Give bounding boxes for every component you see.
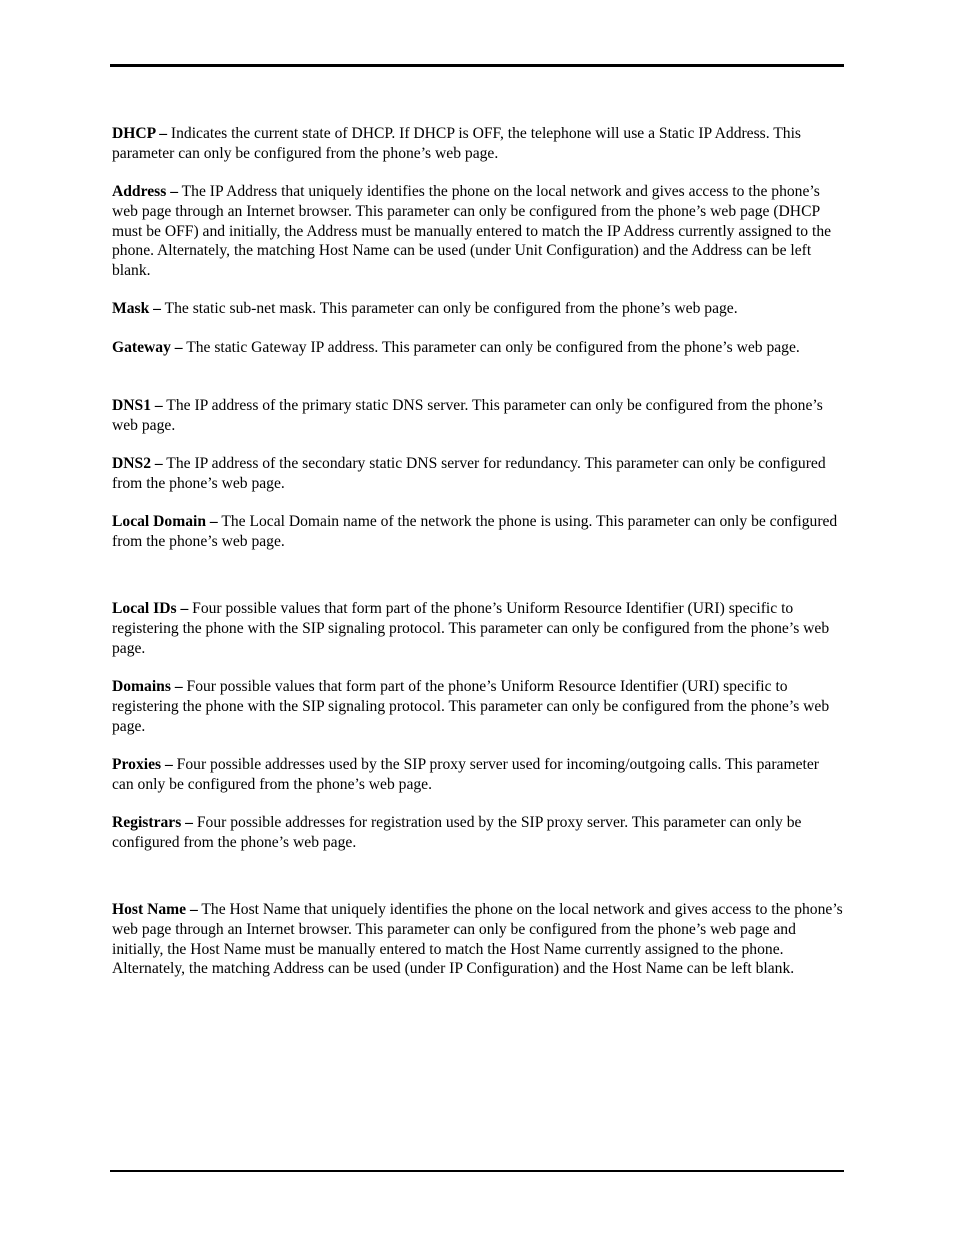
term-label: Local Domain –	[112, 513, 218, 530]
paragraph-domains	[112, 677, 844, 736]
term-description: The Local Domain name of the network the phone is using. This parameter can only be configured from the phone’s web page.	[112, 513, 838, 550]
paragraph-dns2	[112, 454, 844, 494]
term-description: The IP address of the primary static DNS server. This parameter can only be configured from the phone’s web page.	[112, 397, 823, 434]
paragraph-mask	[112, 299, 844, 319]
term-description: The static sub-net mask. This parameter can only be configured from the phone’s web page.	[160, 300, 738, 317]
term-label: Registrars –	[112, 814, 193, 831]
paragraph-dhcp	[112, 124, 844, 164]
term-description: Four possible values that form part of the phone’s Uniform Resource Identifier (URI) specific to registering the phone with the SIP signaling protocol. This parameter can only be configured from the phone’s web page.	[112, 678, 830, 735]
footer-rule	[110, 1170, 844, 1172]
term-label: DNS2 –	[112, 455, 163, 472]
paragraph-gateway	[112, 338, 844, 358]
term-label: Address –	[112, 183, 178, 200]
paragraph-proxies	[112, 755, 844, 795]
term-label: DNS1 –	[112, 397, 163, 414]
term-description: Four possible addresses used by the SIP proxy server used for incoming/outgoing calls. This parameter can only be configured from the phone’s web page.	[112, 756, 819, 793]
term-label: Local IDs –	[112, 600, 189, 617]
term-label: Mask –	[112, 300, 161, 317]
paragraph-local-domain	[112, 512, 844, 552]
term-description: Four possible values that form part of the phone’s Uniform Resource Identifier (URI) specific to registering the phone with the SIP signaling protocol. This parameter can only be configured from the phone’s web page.	[112, 600, 830, 657]
term-description: Indicates the current state of DHCP. If DHCP is OFF, the telephone will use a Static IP Address. This parameter can only be configured from the phone’s web page.	[112, 125, 801, 162]
term-description: The IP Address that uniquely identifies the phone on the local network and gives access to the phone’s web page through an Internet browser. This parameter can only be configured from the phone’s web page (DHCP must be OFF) and initially, the Address must be manually entered to match the IP Address currently assigned to the phone. Alternately, the matching Host Name can be used (under Unit Configuration) and the Address can be left blank.	[112, 183, 832, 280]
term-description: The static Gateway IP address. This parameter can only be configured from the phone’s web page.	[182, 339, 800, 356]
term-label: Host Name –	[112, 901, 198, 918]
term-description: Four possible addresses for registration used by the SIP proxy server. This parameter can only be configured from the phone’s web page.	[112, 814, 802, 851]
term-description: The Host Name that uniquely identifies the phone on the local network and gives access to the phone’s web page through an Internet browser. This parameter can only be configured from the phone’s web page and initially, the Host Name must be manually entered to match the Host Name currently assigned to the phone. Alternately, the matching Address can be used (under IP Configuration) and the Host Name can be left blank.	[112, 901, 843, 978]
term-label: DHCP –	[112, 125, 168, 142]
paragraph-local-ids	[112, 599, 844, 658]
paragraph-address	[112, 182, 844, 281]
paragraph-host-name	[112, 900, 844, 979]
paragraph-dns1	[112, 396, 844, 436]
term-label: Proxies –	[112, 756, 173, 773]
paragraph-registrars	[112, 813, 844, 853]
term-label: Domains –	[112, 678, 183, 695]
term-description: The IP address of the secondary static DNS server for redundancy. This parameter can only be configured from the phone’s web page.	[112, 455, 826, 492]
term-label: Gateway –	[112, 339, 183, 356]
header-rule	[110, 64, 844, 67]
